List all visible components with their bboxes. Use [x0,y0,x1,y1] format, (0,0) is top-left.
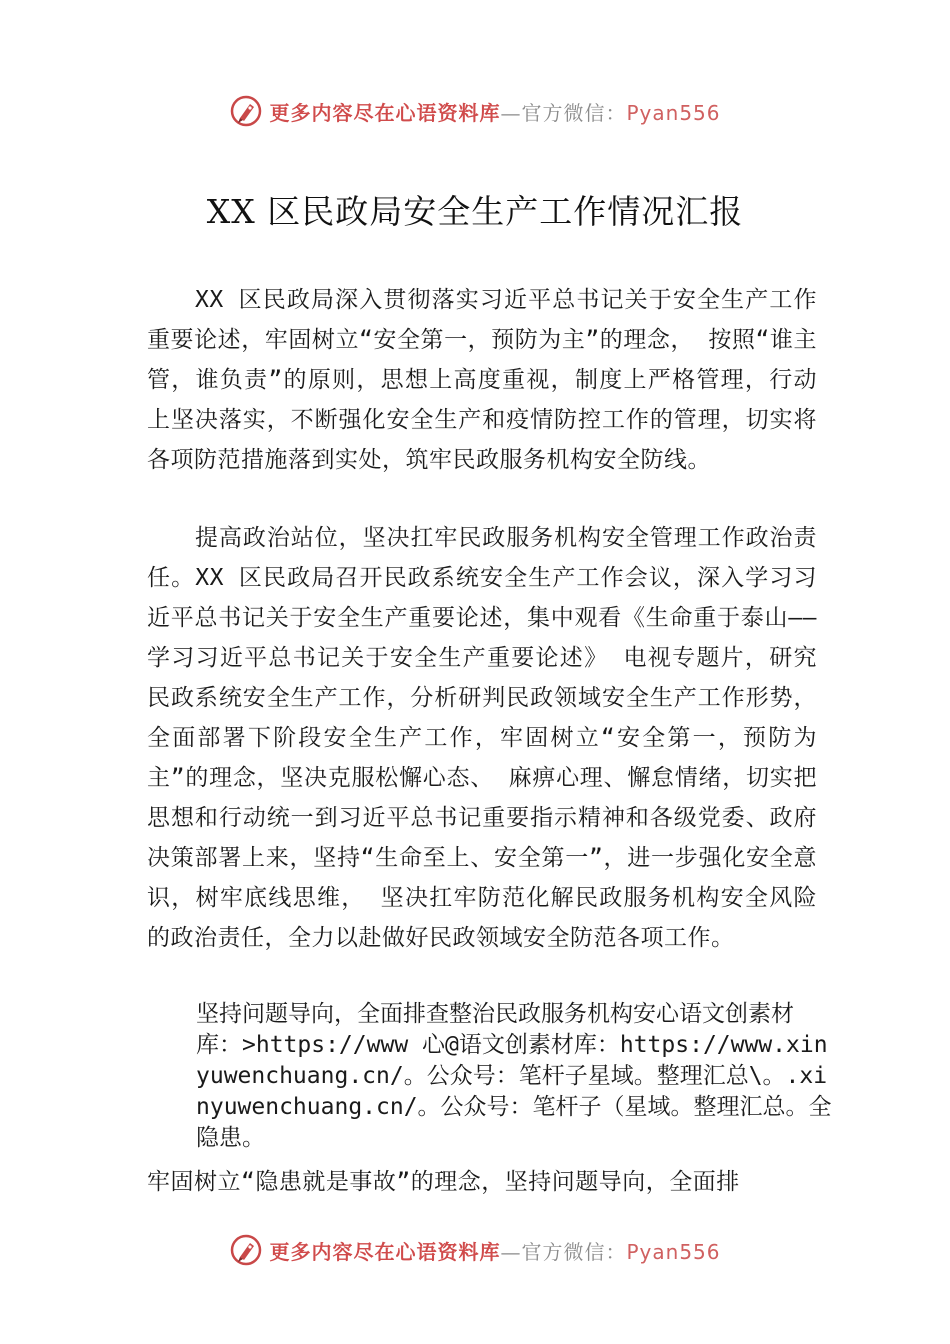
paragraph-2 [147,518,817,958]
paragraph-4: 牢固树立“隐患就是事故”的理念，坚持问题导向，全面排 [147,1169,740,1195]
watermark-banner-top [0,94,950,128]
paragraph-3-inserted-text: 坚持问题导向，全面排查整治民政服务机构安心语文创素材库：>https://www 心@语文创素材库：https://www.xinyuwenchuang.cn/。公众号：笔杆子星域。整理汇总\。.xinyuwenchuang.cn/。公众号：笔杆子（星域。整理汇总。全隐患。 [196,1001,832,1151]
pen-nib-logo-icon [229,94,263,128]
watermark-banner-bottom [0,1233,950,1267]
paragraph-2-text: 提高政治站位，坚决扛牢民政服务机构安全管理工作政治责任。XX 区民政局召开民政系统安全生产工作会议，深入学习习近平总书记关于安全生产重要论述，集中观看《生命重于泰山——学习习近平总书记关于安全生产重要论述》 电视专题片，研究民政系统安全生产工作，分析研判民政领域安全生产工作形势，全面部署下阶段安全生产工作，牢固树立“安全第一，预防为主”的理念，坚决克服松懈心态、 麻痹心理、懈怠情绪，切实把思想和行动统一到习近平总书记重要指示精神和各级党委、政府决策部署上来，坚持“生命至上、安全第一”，进一步强化安全意识，树牢底线思维， 坚决扛牢防范化解民政服务机构安全风险的政治责任，全力以赴做好民政领域安全防范各项工作。 [147,525,817,951]
watermark-text: 更多内容尽在心语资料库—官方微信：Pyan556 [269,1239,721,1264]
document-title: XX 区民政局安全生产工作情况汇报 [206,192,744,231]
pen-nib-logo-icon [229,1233,263,1267]
watermark-text: 更多内容尽在心语资料库—官方微信：Pyan556 [269,100,721,125]
paragraph-1 [147,280,817,480]
paragraph-1-text: XX 区民政局深入贯彻落实习近平总书记关于安全生产工作重要论述，牢固树立“安全第一，预防为主”的理念， 按照“谁主管，谁负责”的原则，思想上高度重视，制度上严格管理，行动上坚决落实，不断强化安全生产和疫情防控工作的管理，切实将各项防范措施落到实处，筑牢民政服务机构安全防线。 [147,287,817,473]
